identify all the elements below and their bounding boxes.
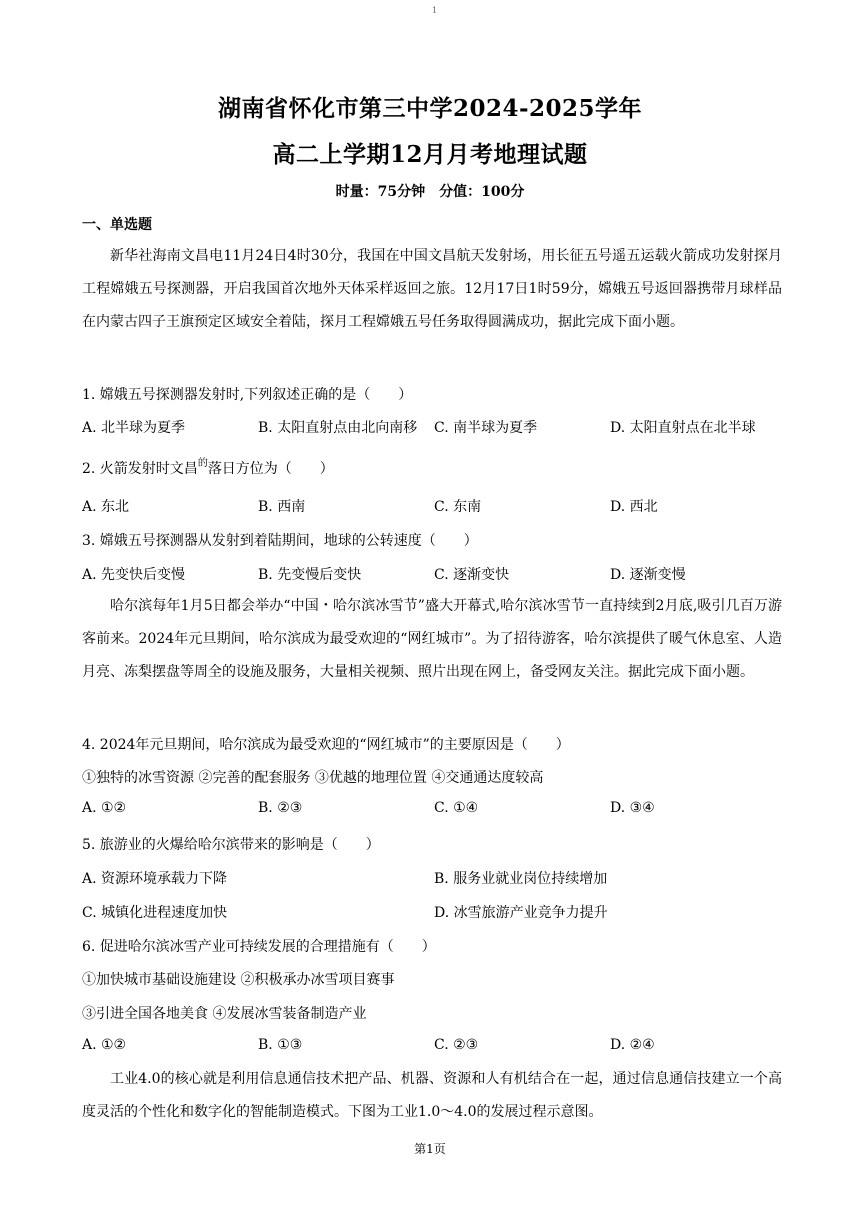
q6-option-d: D. ②④ bbox=[610, 1037, 655, 1053]
q6-choices-line-2: ③引进全国各地美食 ④发展冰雪装备制造产业 bbox=[82, 1006, 367, 1022]
q2-stem-part-b: 落日方位为（ ） bbox=[207, 461, 334, 477]
passage-2: 哈尔滨每年1月5日都会举办“中国・哈尔滨冰雪节”盛大开幕式,哈尔滨冰雪节一直持续到2月底,吸引几百万游客前来。2024年元旦期间，哈尔滨成为最受欢迎的“网红城市”。为了招待游客，哈尔滨提供了暖气休息室、人造月亮、冻梨摆盘等周全的设施及服务，大量相关视频、照片出现在网上，备受网友关注。据此完成下面小题。 bbox=[82, 598, 782, 680]
passage-1: 新华社海南文昌电11月24日4时30分，我国在中国文昌航天发射场，用长征五号遥五运载火箭成功发射探月工程嫦娥五号探测器，开启我国首次地外天体采样返回之旅。12月17日1时59分，嫦娥五号返回器携带月球样品在内蒙古四子王旗预定区域安全着陆，探月工程嫦娥五号任务取得圆满成功，据此完成下面小题。 bbox=[82, 248, 782, 330]
question-5-stem: 5. 旅游业的火爆给哈尔滨带来的影响是（ ） bbox=[82, 837, 380, 853]
q5-option-c: C. 城镇化进程速度加快 bbox=[82, 905, 228, 921]
q2-option-a: A. 东北 bbox=[82, 499, 130, 515]
q1-option-a: A. 北半球为夏季 bbox=[82, 420, 186, 436]
question-6-stem: 6. 促进哈尔滨冰雪产业可持续发展的合理措施有（ ） bbox=[82, 939, 436, 955]
title-line-1: 湖南省怀化市第三中学2024-2025学年 bbox=[217, 95, 643, 122]
q2-stem-part-a: 2. 火箭发射时文昌 bbox=[82, 461, 198, 477]
q1-option-d: D. 太阳直射点在北半球 bbox=[610, 420, 756, 436]
page-mark: 1 bbox=[432, 6, 438, 15]
q6-option-c: C. ②③ bbox=[434, 1037, 479, 1053]
q6-option-b: B. ①③ bbox=[258, 1037, 303, 1053]
q2-stem-superscript: 的 bbox=[197, 458, 208, 469]
q2-option-d: D. 西北 bbox=[610, 499, 658, 515]
q4-option-b: B. ②③ bbox=[258, 800, 303, 816]
q5-option-a: A. 资源环境承载力下降 bbox=[82, 871, 228, 887]
q3-option-c: C. 逐渐变快 bbox=[434, 567, 510, 583]
section-heading-single-choice: 一、单选题 bbox=[82, 217, 152, 233]
q3-option-d: D. 逐渐变慢 bbox=[610, 567, 686, 583]
q4-option-a: A. ①② bbox=[82, 800, 127, 816]
q3-option-a: A. 先变快后变慢 bbox=[82, 567, 186, 583]
q6-option-a: A. ①② bbox=[82, 1037, 127, 1053]
q1-option-b: B. 太阳直射点由北向南移 bbox=[258, 420, 418, 436]
q5-option-d: D. 冰雪旅游产业竞争力提升 bbox=[434, 905, 608, 921]
q3-option-b: B. 先变慢后变快 bbox=[258, 567, 362, 583]
q2-option-b: B. 西南 bbox=[258, 499, 306, 515]
question-4-stem: 4. 2024年元旦期间，哈尔滨成为最受欢迎的“网红城市”的主要原因是（ ） bbox=[82, 737, 570, 753]
q4-option-d: D. ③④ bbox=[610, 800, 655, 816]
question-3-stem: 3. 嫦娥五号探测器从发射到着陆期间，地球的公转速度（ ） bbox=[82, 533, 478, 549]
q4-option-c: C. ①④ bbox=[434, 800, 479, 816]
q4-choices: ①独特的冰雪资源 ②完善的配套服务 ③优越的地理位置 ④交通通达度较高 bbox=[82, 770, 544, 786]
page-footer: 第1页 bbox=[414, 1142, 446, 1156]
question-2-stem bbox=[82, 458, 334, 478]
q6-choices-line-1: ①加快城市基础设施建设 ②积极承办冰雪项目赛事 bbox=[82, 972, 395, 988]
exam-info: 时量：75分钟 分值：100分 bbox=[335, 184, 525, 200]
passage-3: 工业4.0的核心就是利用信息通信技术把产品、机器、资源和人有机结合在一起，通过信息通信技建立一个高度灵活的个性化和数字化的智能制造模式。下图为工业1.0～4.0的发展过程示意图。 bbox=[82, 1071, 782, 1120]
q1-option-c: C. 南半球为夏季 bbox=[434, 420, 538, 436]
title-line-2: 高二上学期12月月考地理试题 bbox=[272, 141, 588, 168]
q2-option-c: C. 东南 bbox=[434, 499, 482, 515]
q5-option-b: B. 服务业就业岗位持续增加 bbox=[434, 871, 608, 887]
question-1-stem: 1. 嫦娥五号探测器发射时,下列叙述正确的是（ ） bbox=[82, 387, 413, 403]
